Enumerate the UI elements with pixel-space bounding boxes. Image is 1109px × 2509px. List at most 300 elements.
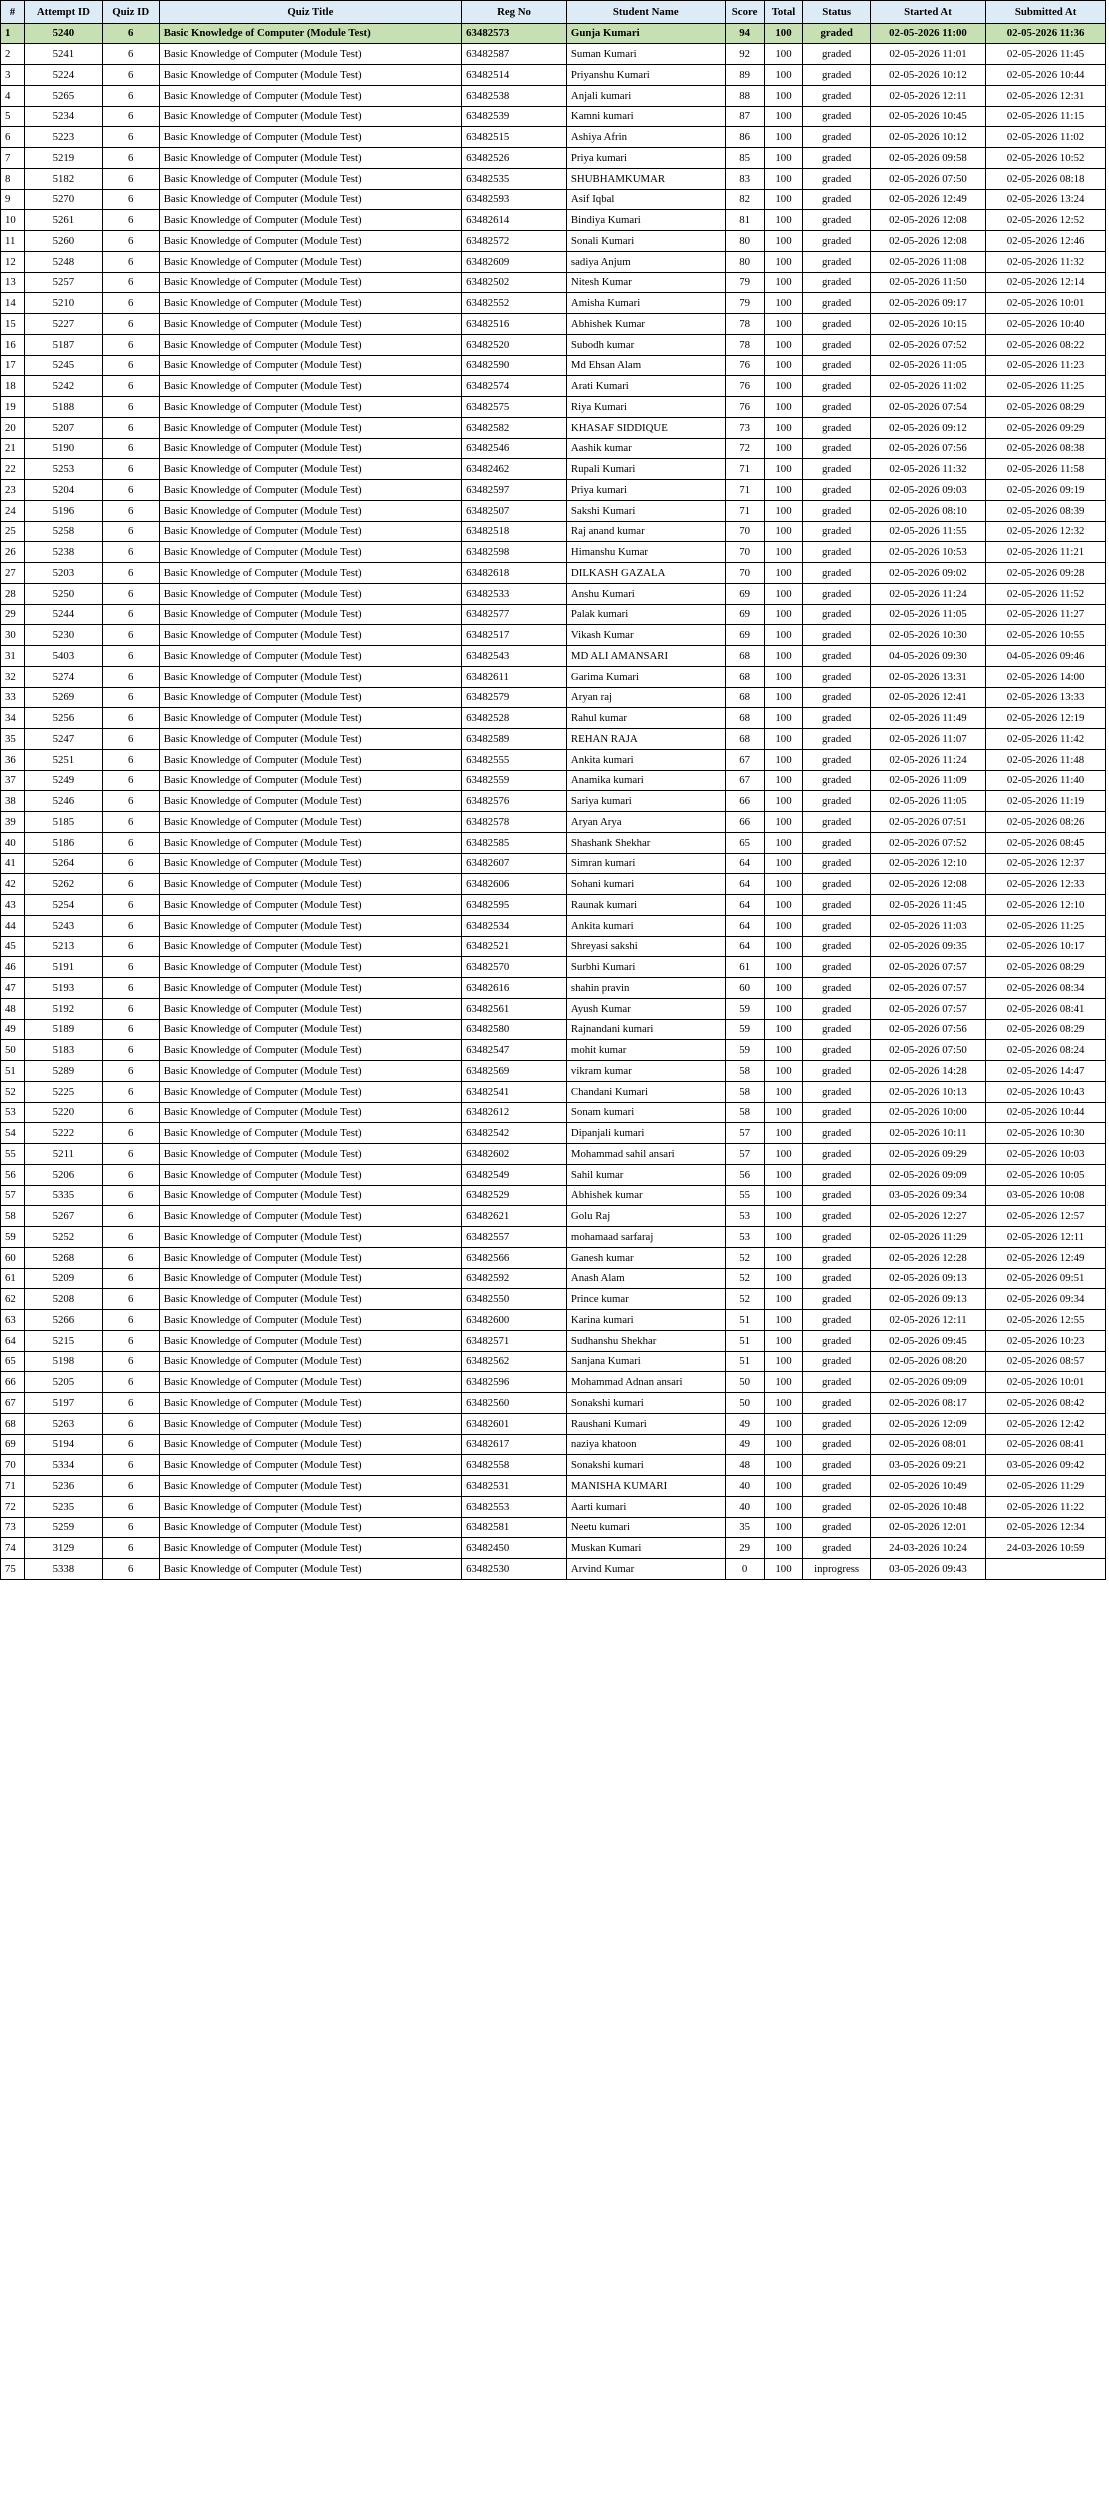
cell-quiz-title: Basic Knowledge of Computer (Module Test) xyxy=(159,85,461,106)
cell-status: graded xyxy=(803,1102,870,1123)
cell-index: 10 xyxy=(1,210,25,231)
cell-score: 60 xyxy=(725,978,764,999)
cell-status: graded xyxy=(803,1206,870,1227)
cell-started-at: 02-05-2026 11:50 xyxy=(870,272,985,293)
cell-index: 21 xyxy=(1,438,25,459)
table-row xyxy=(1,459,1106,480)
cell-started-at: 02-05-2026 11:00 xyxy=(870,23,985,44)
cell-status: graded xyxy=(803,1538,870,1559)
cell-status: graded xyxy=(803,1123,870,1144)
cell-quiz-id: 6 xyxy=(102,708,159,729)
cell-submitted-at: 02-05-2026 08:34 xyxy=(986,978,1106,999)
table-row xyxy=(1,148,1106,169)
cell-quiz-id: 6 xyxy=(102,646,159,667)
cell-status: graded xyxy=(803,936,870,957)
cell-index: 35 xyxy=(1,729,25,750)
cell-total: 100 xyxy=(764,1268,803,1289)
cell-status: graded xyxy=(803,625,870,646)
cell-quiz-id: 6 xyxy=(102,1164,159,1185)
cell-total: 100 xyxy=(764,563,803,584)
cell-reg-no: 63482592 xyxy=(462,1268,567,1289)
cell-attempt-id: 5205 xyxy=(24,1372,102,1393)
cell-status: graded xyxy=(803,832,870,853)
cell-attempt-id: 5193 xyxy=(24,978,102,999)
table-row xyxy=(1,542,1106,563)
cell-student-name: Shashank Shekhar xyxy=(566,832,725,853)
cell-reg-no: 63482520 xyxy=(462,334,567,355)
cell-total: 100 xyxy=(764,978,803,999)
table-row xyxy=(1,563,1106,584)
cell-index: 57 xyxy=(1,1185,25,1206)
cell-index: 70 xyxy=(1,1455,25,1476)
cell-submitted-at: 02-05-2026 10:44 xyxy=(986,1102,1106,1123)
cell-total: 100 xyxy=(764,376,803,397)
cell-quiz-id: 6 xyxy=(102,832,159,853)
cell-student-name: Kamni kumari xyxy=(566,106,725,127)
cell-attempt-id: 5403 xyxy=(24,646,102,667)
cell-student-name: Muskan Kumari xyxy=(566,1538,725,1559)
cell-index: 19 xyxy=(1,397,25,418)
cell-total: 100 xyxy=(764,106,803,127)
cell-student-name: shahin pravin xyxy=(566,978,725,999)
cell-student-name: Riya Kumari xyxy=(566,397,725,418)
cell-student-name: MD ALI AMANSARI xyxy=(566,646,725,667)
cell-score: 72 xyxy=(725,438,764,459)
cell-started-at: 03-05-2026 09:34 xyxy=(870,1185,985,1206)
cell-submitted-at: 02-05-2026 10:23 xyxy=(986,1330,1106,1351)
table-row xyxy=(1,998,1106,1019)
cell-total: 100 xyxy=(764,998,803,1019)
cell-started-at: 02-05-2026 13:31 xyxy=(870,666,985,687)
cell-status: graded xyxy=(803,65,870,86)
cell-submitted-at: 02-05-2026 11:29 xyxy=(986,1476,1106,1497)
cell-quiz-id: 6 xyxy=(102,314,159,335)
cell-started-at: 02-05-2026 10:11 xyxy=(870,1123,985,1144)
cell-student-name: Anamika kumari xyxy=(566,770,725,791)
cell-attempt-id: 5186 xyxy=(24,832,102,853)
cell-total: 100 xyxy=(764,957,803,978)
cell-quiz-title: Basic Knowledge of Computer (Module Test) xyxy=(159,376,461,397)
cell-reg-no: 63482585 xyxy=(462,832,567,853)
cell-score: 88 xyxy=(725,85,764,106)
cell-started-at: 02-05-2026 07:51 xyxy=(870,812,985,833)
cell-quiz-title: Basic Knowledge of Computer (Module Test) xyxy=(159,1538,461,1559)
cell-reg-no: 63482611 xyxy=(462,666,567,687)
cell-score: 64 xyxy=(725,915,764,936)
cell-quiz-title: Basic Knowledge of Computer (Module Test) xyxy=(159,438,461,459)
cell-quiz-id: 6 xyxy=(102,563,159,584)
cell-score: 68 xyxy=(725,708,764,729)
table-row xyxy=(1,355,1106,376)
cell-submitted-at: 02-05-2026 11:52 xyxy=(986,583,1106,604)
cell-score: 64 xyxy=(725,895,764,916)
cell-quiz-title: Basic Knowledge of Computer (Module Test) xyxy=(159,583,461,604)
cell-attempt-id: 5208 xyxy=(24,1289,102,1310)
cell-attempt-id: 5240 xyxy=(24,23,102,44)
cell-total: 100 xyxy=(764,65,803,86)
cell-total: 100 xyxy=(764,1227,803,1248)
cell-student-name: Sonam kumari xyxy=(566,1102,725,1123)
cell-quiz-title: Basic Knowledge of Computer (Module Test) xyxy=(159,1330,461,1351)
cell-student-name: Himanshu Kumar xyxy=(566,542,725,563)
cell-attempt-id: 5241 xyxy=(24,44,102,65)
cell-started-at: 02-05-2026 08:01 xyxy=(870,1434,985,1455)
cell-attempt-id: 5259 xyxy=(24,1517,102,1538)
cell-status: graded xyxy=(803,708,870,729)
cell-index: 22 xyxy=(1,459,25,480)
cell-status: graded xyxy=(803,563,870,584)
cell-attempt-id: 5220 xyxy=(24,1102,102,1123)
cell-quiz-id: 6 xyxy=(102,210,159,231)
cell-student-name: Vikash Kumar xyxy=(566,625,725,646)
cell-total: 100 xyxy=(764,583,803,604)
cell-index: 24 xyxy=(1,500,25,521)
cell-student-name: Sonakshi kumari xyxy=(566,1393,725,1414)
cell-reg-no: 63482606 xyxy=(462,874,567,895)
cell-index: 47 xyxy=(1,978,25,999)
cell-reg-no: 63482574 xyxy=(462,376,567,397)
cell-status: graded xyxy=(803,521,870,542)
cell-index: 33 xyxy=(1,687,25,708)
cell-student-name: Ashiya Afrin xyxy=(566,127,725,148)
cell-submitted-at: 02-05-2026 12:46 xyxy=(986,231,1106,252)
header-student-name: Student Name xyxy=(566,1,725,24)
cell-total: 100 xyxy=(764,148,803,169)
cell-quiz-title: Basic Knowledge of Computer (Module Test) xyxy=(159,189,461,210)
table-row xyxy=(1,500,1106,521)
cell-quiz-title: Basic Knowledge of Computer (Module Test) xyxy=(159,1393,461,1414)
cell-student-name: Aarti kumari xyxy=(566,1496,725,1517)
cell-submitted-at: 02-05-2026 09:29 xyxy=(986,417,1106,438)
cell-student-name: Ayush Kumar xyxy=(566,998,725,1019)
table-row xyxy=(1,770,1106,791)
cell-index: 6 xyxy=(1,127,25,148)
cell-score: 55 xyxy=(725,1185,764,1206)
table-row xyxy=(1,293,1106,314)
cell-total: 100 xyxy=(764,1351,803,1372)
cell-attempt-id: 5257 xyxy=(24,272,102,293)
cell-index: 68 xyxy=(1,1413,25,1434)
cell-score: 59 xyxy=(725,1019,764,1040)
cell-started-at: 02-05-2026 09:09 xyxy=(870,1164,985,1185)
cell-started-at: 02-05-2026 07:50 xyxy=(870,1040,985,1061)
cell-attempt-id: 5250 xyxy=(24,583,102,604)
cell-attempt-id: 5188 xyxy=(24,397,102,418)
cell-quiz-title: Basic Knowledge of Computer (Module Test) xyxy=(159,23,461,44)
cell-index: 67 xyxy=(1,1393,25,1414)
table-row xyxy=(1,1227,1106,1248)
cell-total: 100 xyxy=(764,1185,803,1206)
cell-submitted-at: 02-05-2026 11:58 xyxy=(986,459,1106,480)
cell-student-name: Rupali Kumari xyxy=(566,459,725,480)
cell-reg-no: 63482578 xyxy=(462,812,567,833)
cell-reg-no: 63482518 xyxy=(462,521,567,542)
table-row xyxy=(1,251,1106,272)
cell-attempt-id: 5213 xyxy=(24,936,102,957)
cell-started-at: 04-05-2026 09:30 xyxy=(870,646,985,667)
cell-reg-no: 63482581 xyxy=(462,1517,567,1538)
cell-attempt-id: 5242 xyxy=(24,376,102,397)
cell-quiz-id: 6 xyxy=(102,1081,159,1102)
cell-score: 49 xyxy=(725,1434,764,1455)
cell-index: 23 xyxy=(1,480,25,501)
cell-index: 1 xyxy=(1,23,25,44)
cell-started-at: 02-05-2026 07:57 xyxy=(870,998,985,1019)
table-row xyxy=(1,604,1106,625)
cell-quiz-id: 6 xyxy=(102,1496,159,1517)
cell-reg-no: 63482514 xyxy=(462,65,567,86)
cell-status: graded xyxy=(803,1144,870,1165)
cell-submitted-at: 02-05-2026 10:44 xyxy=(986,65,1106,86)
cell-started-at: 02-05-2026 09:13 xyxy=(870,1268,985,1289)
cell-quiz-id: 6 xyxy=(102,127,159,148)
cell-status: graded xyxy=(803,1351,870,1372)
cell-score: 69 xyxy=(725,604,764,625)
cell-reg-no: 63482558 xyxy=(462,1455,567,1476)
cell-started-at: 02-05-2026 11:01 xyxy=(870,44,985,65)
cell-submitted-at: 02-05-2026 11:48 xyxy=(986,749,1106,770)
cell-status: graded xyxy=(803,1330,870,1351)
cell-status: graded xyxy=(803,915,870,936)
table-row xyxy=(1,1061,1106,1082)
cell-index: 59 xyxy=(1,1227,25,1248)
cell-index: 69 xyxy=(1,1434,25,1455)
cell-started-at: 02-05-2026 12:10 xyxy=(870,853,985,874)
cell-index: 36 xyxy=(1,749,25,770)
cell-student-name: Md Ehsan Alam xyxy=(566,355,725,376)
cell-student-name: Anjali kumari xyxy=(566,85,725,106)
cell-submitted-at: 02-05-2026 12:52 xyxy=(986,210,1106,231)
cell-student-name: Neetu kumari xyxy=(566,1517,725,1538)
table-row xyxy=(1,106,1106,127)
cell-score: 64 xyxy=(725,936,764,957)
cell-status: graded xyxy=(803,812,870,833)
cell-reg-no: 63482614 xyxy=(462,210,567,231)
cell-status: graded xyxy=(803,1476,870,1497)
cell-total: 100 xyxy=(764,272,803,293)
cell-student-name: mohamaad sarfaraj xyxy=(566,1227,725,1248)
cell-status: graded xyxy=(803,293,870,314)
cell-reg-no: 63482549 xyxy=(462,1164,567,1185)
table-row xyxy=(1,832,1106,853)
cell-score: 68 xyxy=(725,687,764,708)
cell-started-at: 02-05-2026 09:09 xyxy=(870,1372,985,1393)
cell-student-name: Golu Raj xyxy=(566,1206,725,1227)
cell-reg-no: 63482517 xyxy=(462,625,567,646)
cell-score: 86 xyxy=(725,127,764,148)
cell-score: 70 xyxy=(725,542,764,563)
table-row xyxy=(1,957,1106,978)
cell-quiz-title: Basic Knowledge of Computer (Module Test) xyxy=(159,604,461,625)
cell-started-at: 02-05-2026 10:00 xyxy=(870,1102,985,1123)
cell-quiz-id: 6 xyxy=(102,791,159,812)
cell-submitted-at: 24-03-2026 10:59 xyxy=(986,1538,1106,1559)
cell-score: 67 xyxy=(725,749,764,770)
cell-score: 68 xyxy=(725,646,764,667)
cell-status: graded xyxy=(803,189,870,210)
table-row xyxy=(1,812,1106,833)
cell-score: 64 xyxy=(725,874,764,895)
cell-quiz-title: Basic Knowledge of Computer (Module Test) xyxy=(159,1351,461,1372)
cell-score: 76 xyxy=(725,397,764,418)
cell-reg-no: 63482538 xyxy=(462,85,567,106)
cell-score: 65 xyxy=(725,832,764,853)
table-row xyxy=(1,1040,1106,1061)
cell-started-at: 02-05-2026 11:24 xyxy=(870,583,985,604)
cell-started-at: 02-05-2026 11:32 xyxy=(870,459,985,480)
cell-score: 50 xyxy=(725,1372,764,1393)
cell-attempt-id: 5245 xyxy=(24,355,102,376)
cell-student-name: Palak kumari xyxy=(566,604,725,625)
cell-quiz-id: 6 xyxy=(102,1102,159,1123)
cell-attempt-id: 5267 xyxy=(24,1206,102,1227)
cell-quiz-title: Basic Knowledge of Computer (Module Test) xyxy=(159,915,461,936)
cell-quiz-id: 6 xyxy=(102,749,159,770)
cell-status: graded xyxy=(803,729,870,750)
cell-attempt-id: 5223 xyxy=(24,127,102,148)
cell-attempt-id: 5274 xyxy=(24,666,102,687)
cell-student-name: Rajnandani kumari xyxy=(566,1019,725,1040)
cell-status: graded xyxy=(803,1061,870,1082)
cell-reg-no: 63482516 xyxy=(462,314,567,335)
cell-quiz-title: Basic Knowledge of Computer (Module Test) xyxy=(159,812,461,833)
cell-submitted-at: 02-05-2026 12:14 xyxy=(986,272,1106,293)
cell-quiz-id: 6 xyxy=(102,293,159,314)
table-row xyxy=(1,210,1106,231)
cell-attempt-id: 5246 xyxy=(24,791,102,812)
cell-index: 61 xyxy=(1,1268,25,1289)
cell-student-name: Anash Alam xyxy=(566,1268,725,1289)
cell-total: 100 xyxy=(764,1164,803,1185)
table-row xyxy=(1,666,1106,687)
cell-total: 100 xyxy=(764,832,803,853)
cell-reg-no: 63482531 xyxy=(462,1476,567,1497)
cell-score: 78 xyxy=(725,314,764,335)
cell-score: 35 xyxy=(725,1517,764,1538)
cell-submitted-at: 02-05-2026 12:42 xyxy=(986,1413,1106,1434)
cell-index: 31 xyxy=(1,646,25,667)
cell-score: 85 xyxy=(725,148,764,169)
cell-total: 100 xyxy=(764,438,803,459)
cell-reg-no: 63482571 xyxy=(462,1330,567,1351)
cell-quiz-title: Basic Knowledge of Computer (Module Test) xyxy=(159,874,461,895)
cell-reg-no: 63482541 xyxy=(462,1081,567,1102)
cell-quiz-title: Basic Knowledge of Computer (Module Test) xyxy=(159,770,461,791)
cell-student-name: sadiya Anjum xyxy=(566,251,725,272)
cell-index: 20 xyxy=(1,417,25,438)
cell-reg-no: 63482575 xyxy=(462,397,567,418)
cell-index: 42 xyxy=(1,874,25,895)
cell-attempt-id: 5253 xyxy=(24,459,102,480)
cell-status: graded xyxy=(803,251,870,272)
cell-quiz-title: Basic Knowledge of Computer (Module Test) xyxy=(159,417,461,438)
cell-quiz-id: 6 xyxy=(102,1434,159,1455)
cell-student-name: DILKASH GAZALA xyxy=(566,563,725,584)
table-row xyxy=(1,23,1106,44)
cell-quiz-title: Basic Knowledge of Computer (Module Test) xyxy=(159,729,461,750)
cell-status: graded xyxy=(803,1289,870,1310)
cell-started-at: 02-05-2026 07:52 xyxy=(870,334,985,355)
cell-submitted-at: 02-05-2026 11:02 xyxy=(986,127,1106,148)
cell-status: inprogress xyxy=(803,1559,870,1580)
cell-index: 18 xyxy=(1,376,25,397)
cell-status: graded xyxy=(803,853,870,874)
cell-score: 92 xyxy=(725,44,764,65)
cell-attempt-id: 5203 xyxy=(24,563,102,584)
cell-index: 28 xyxy=(1,583,25,604)
cell-submitted-at: 02-05-2026 09:34 xyxy=(986,1289,1106,1310)
table-row xyxy=(1,874,1106,895)
cell-quiz-id: 6 xyxy=(102,1351,159,1372)
cell-total: 100 xyxy=(764,915,803,936)
cell-quiz-title: Basic Knowledge of Computer (Module Test) xyxy=(159,1206,461,1227)
cell-total: 100 xyxy=(764,417,803,438)
cell-submitted-at: 02-05-2026 12:49 xyxy=(986,1247,1106,1268)
cell-reg-no: 63482521 xyxy=(462,936,567,957)
table-row xyxy=(1,189,1106,210)
cell-attempt-id: 5230 xyxy=(24,625,102,646)
cell-attempt-id: 5244 xyxy=(24,604,102,625)
cell-attempt-id: 5251 xyxy=(24,749,102,770)
cell-reg-no: 63482547 xyxy=(462,1040,567,1061)
cell-index: 50 xyxy=(1,1040,25,1061)
cell-submitted-at: 02-05-2026 11:27 xyxy=(986,604,1106,625)
cell-quiz-id: 6 xyxy=(102,189,159,210)
cell-quiz-id: 6 xyxy=(102,1517,159,1538)
cell-attempt-id: 5260 xyxy=(24,231,102,252)
cell-quiz-title: Basic Knowledge of Computer (Module Test) xyxy=(159,1517,461,1538)
table-row xyxy=(1,583,1106,604)
cell-submitted-at: 02-05-2026 11:22 xyxy=(986,1496,1106,1517)
cell-score: 48 xyxy=(725,1455,764,1476)
cell-submitted-at: 02-05-2026 11:32 xyxy=(986,251,1106,272)
table-row xyxy=(1,521,1106,542)
cell-started-at: 02-05-2026 11:24 xyxy=(870,749,985,770)
header-status: Status xyxy=(803,1,870,24)
cell-quiz-title: Basic Knowledge of Computer (Module Test) xyxy=(159,127,461,148)
cell-reg-no: 63482543 xyxy=(462,646,567,667)
cell-reg-no: 63482602 xyxy=(462,1144,567,1165)
cell-started-at: 02-05-2026 09:02 xyxy=(870,563,985,584)
table-row xyxy=(1,1247,1106,1268)
cell-total: 100 xyxy=(764,853,803,874)
table-row xyxy=(1,480,1106,501)
cell-submitted-at: 04-05-2026 09:46 xyxy=(986,646,1106,667)
cell-reg-no: 63482569 xyxy=(462,1061,567,1082)
cell-score: 80 xyxy=(725,251,764,272)
cell-submitted-at: 02-05-2026 12:32 xyxy=(986,521,1106,542)
cell-reg-no: 63482560 xyxy=(462,1393,567,1414)
cell-status: graded xyxy=(803,459,870,480)
cell-attempt-id: 5269 xyxy=(24,687,102,708)
cell-quiz-title: Basic Knowledge of Computer (Module Test) xyxy=(159,542,461,563)
cell-status: graded xyxy=(803,1310,870,1331)
cell-quiz-id: 6 xyxy=(102,1061,159,1082)
header-total: Total xyxy=(764,1,803,24)
cell-started-at: 02-05-2026 12:27 xyxy=(870,1206,985,1227)
cell-total: 100 xyxy=(764,500,803,521)
cell-started-at: 02-05-2026 12:09 xyxy=(870,1413,985,1434)
cell-total: 100 xyxy=(764,1247,803,1268)
cell-total: 100 xyxy=(764,1040,803,1061)
cell-quiz-title: Basic Knowledge of Computer (Module Test) xyxy=(159,687,461,708)
cell-total: 100 xyxy=(764,231,803,252)
cell-submitted-at: 02-05-2026 08:29 xyxy=(986,957,1106,978)
table-row xyxy=(1,1102,1106,1123)
cell-reg-no: 63482550 xyxy=(462,1289,567,1310)
cell-score: 66 xyxy=(725,791,764,812)
cell-total: 100 xyxy=(764,1476,803,1497)
